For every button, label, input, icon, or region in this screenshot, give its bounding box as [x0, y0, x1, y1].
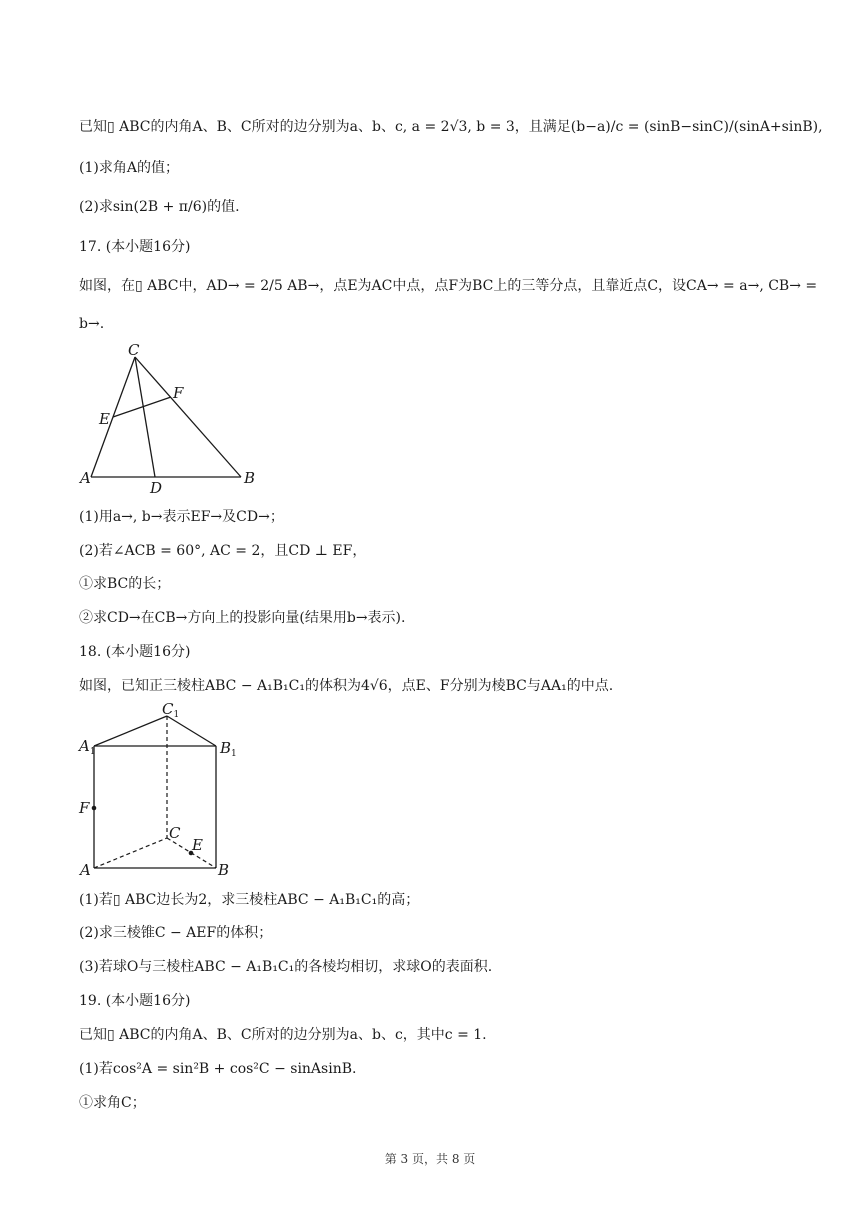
text-line: ①求角C；: [79, 1095, 146, 1111]
question-heading: 18. (本小题16分): [79, 644, 191, 660]
label-e: E: [99, 410, 110, 428]
text-line: (2)求sin(2B + π/6)的值.: [79, 199, 240, 215]
text-line: 已知▯ ABC的内角A、B、C所对的边分别为a、b、c, a = 2√3, b = 3，且满足(b−a)/c = (sinB−sinC)/(sinA+sinB),: [79, 119, 823, 135]
text-line: 如图，在▯ ABC中，AD→ = 2/5 AB→，点E为AC中点，点F为BC上的三等分点，且靠近点C，设CA→ = a→, CB→ =: [79, 278, 818, 294]
label-f: F: [173, 384, 184, 402]
text-line: (1)用a→, b→表示EF→及CD→；: [79, 509, 284, 525]
label-b1: $B_1$: [220, 739, 237, 759]
text-line: (2)求三棱锥C − AEF的体积；: [79, 925, 273, 941]
label-a: A: [80, 861, 91, 879]
question-heading: 17. (本小题16分): [79, 239, 191, 255]
label-a: A: [80, 469, 91, 487]
label-c: C: [169, 824, 181, 842]
text-line: (1)若▯ ABC边长为2，求三棱柱ABC − A₁B₁C₁的高；: [79, 892, 420, 908]
text-line: ②求CD→在CB→方向上的投影向量(结果用b→表示).: [79, 610, 406, 626]
label-e: E: [192, 836, 203, 854]
label-b: B: [244, 469, 256, 487]
question-heading: 19. (本小题16分): [79, 993, 191, 1009]
page-footer: 第 3 页，共 8 页: [384, 1152, 476, 1166]
triangle-figure: [76, 340, 266, 500]
label-f: F: [79, 799, 90, 817]
label-b: B: [218, 861, 230, 879]
text-line: (2)若∠ACB = 60°, AC = 2，且CD ⊥ EF，: [79, 543, 367, 559]
label-a1: $A_1$: [79, 737, 96, 757]
text-line: 如图，已知正三棱柱ABC − A₁B₁C₁的体积为4√6，点E、F分别为棱BC与AA₁的中点.: [79, 678, 614, 694]
text-line: (1)若cos²A = sin²B + cos²C − sinAsinB.: [79, 1061, 357, 1077]
text-line: ①求BC的长；: [79, 576, 171, 592]
label-d: D: [150, 479, 163, 497]
label-c: C: [128, 341, 140, 359]
label-c1: $C_1$: [162, 700, 180, 720]
text-line: b→.: [79, 316, 105, 332]
text-line: 已知▯ ABC的内角A、B、C所对的边分别为a、b、c，其中c = 1.: [79, 1027, 487, 1043]
prism-figure: [76, 700, 246, 880]
text-line: (3)若球O与三棱柱ABC − A₁B₁C₁的各棱均相切，求球O的表面积.: [79, 959, 493, 975]
text-line: (1)求角A的值；: [79, 160, 179, 176]
